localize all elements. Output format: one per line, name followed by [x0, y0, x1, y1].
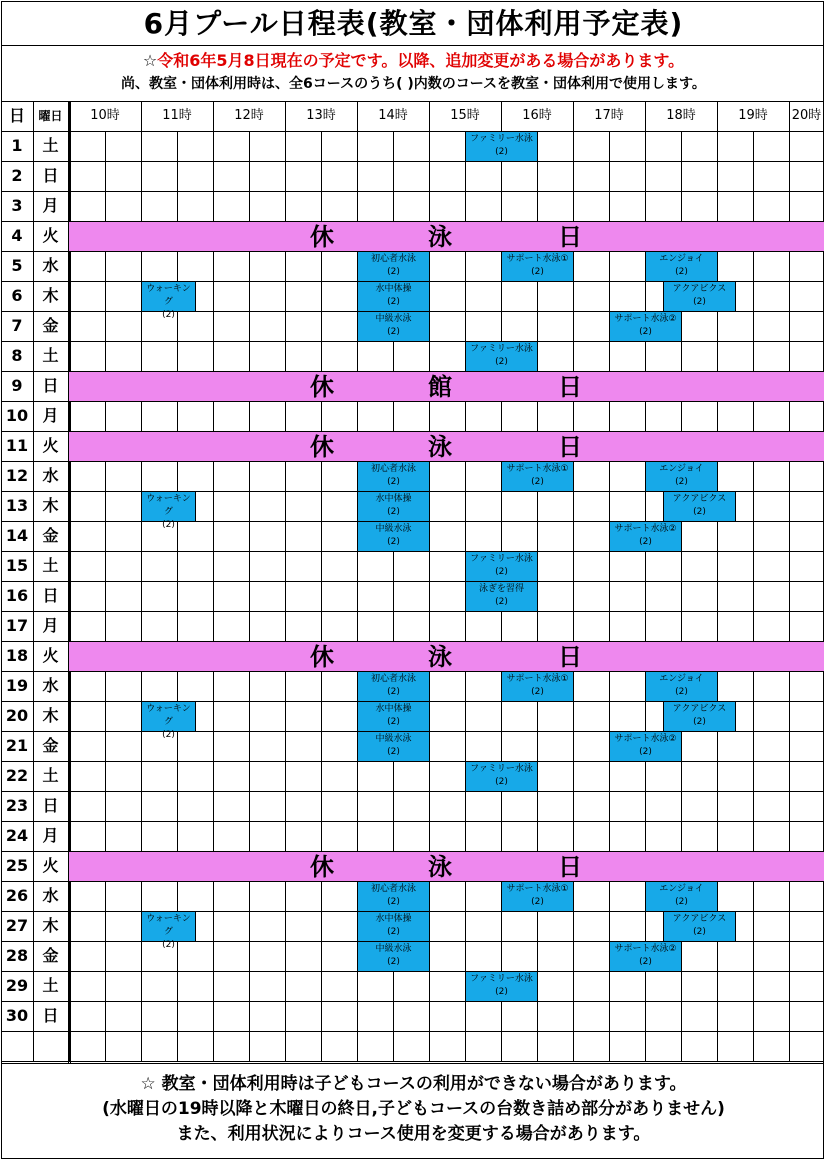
row-gridline [1, 1001, 824, 1002]
weekday: 土 [42, 346, 59, 365]
row-gridline [1, 791, 824, 792]
weekday: 土 [42, 556, 59, 575]
closure-char: 休 [310, 853, 334, 881]
event-courses: (2) [387, 717, 400, 727]
half-hour-gridline [321, 131, 322, 1061]
closure-band [69, 431, 824, 462]
day-number: 15 [5, 556, 29, 575]
hour-label: 16時 [522, 108, 552, 123]
event-courses: (2) [495, 987, 508, 997]
event-name: 初心者水泳 [370, 254, 416, 264]
event-name: サポート水泳② [614, 944, 677, 954]
row-gridline [1, 1031, 824, 1032]
event-courses: (2) [693, 927, 706, 937]
closure-char: 休 [310, 643, 334, 671]
weekday: 金 [42, 946, 59, 965]
footer-line-3: また、利用状況によりコース使用を変更する場合があります。 [176, 1124, 651, 1144]
hour-label: 18時 [666, 108, 696, 123]
event-name: サポート水泳① [506, 464, 569, 474]
event-name: ウォーキング [146, 284, 191, 307]
weekday: 水 [42, 256, 59, 275]
class-event[interactable] [465, 551, 538, 582]
event-courses: (2) [387, 957, 400, 967]
event-courses: (2) [162, 940, 175, 950]
row-gridline [1, 131, 824, 132]
weekday: 水 [42, 466, 59, 485]
event-courses: (2) [495, 567, 508, 577]
day-number: 24 [5, 826, 29, 845]
class-event[interactable] [357, 311, 430, 342]
notice-line-1 [0, 50, 827, 72]
weekday: 金 [42, 316, 59, 335]
day-number: 6 [11, 286, 23, 305]
event-name: サポート水泳① [506, 674, 569, 684]
closure-band [69, 371, 824, 402]
event-name: エンジョイ [659, 254, 704, 264]
class-event[interactable] [663, 701, 736, 732]
event-courses: (2) [387, 687, 400, 697]
closure-char: 館 [428, 373, 452, 401]
event-name: ウォーキング [146, 704, 191, 727]
class-event[interactable] [645, 881, 718, 912]
event-name: ウォーキング [146, 914, 191, 937]
weekday: 日 [42, 1006, 59, 1025]
event-courses: (2) [693, 717, 706, 727]
event-courses: (2) [387, 507, 400, 517]
weekday: 木 [42, 706, 59, 725]
day-number: 17 [5, 616, 29, 635]
hour-label: 11時 [162, 108, 192, 123]
event-courses: (2) [531, 897, 544, 907]
class-event[interactable] [501, 881, 574, 912]
day-number: 10 [5, 406, 29, 425]
class-event[interactable] [141, 701, 196, 740]
class-event[interactable] [501, 671, 574, 702]
day-number: 14 [5, 526, 29, 545]
day-number: 28 [5, 946, 29, 965]
weekday: 月 [42, 196, 59, 215]
closure-band [69, 641, 824, 672]
class-event[interactable] [465, 131, 538, 162]
event-name: ウォーキング [146, 494, 191, 517]
day-number: 7 [11, 316, 23, 335]
class-event[interactable] [357, 281, 430, 312]
row-gridline [1, 161, 824, 162]
event-name: 中級水泳 [375, 944, 412, 954]
class-event[interactable] [357, 941, 430, 972]
weekday: 日 [42, 586, 59, 605]
event-courses: (2) [387, 327, 400, 337]
event-courses: (2) [639, 537, 652, 547]
class-event[interactable] [609, 941, 682, 972]
page-title: 6月プール日程表(教室・団体利用予定表) [143, 7, 684, 40]
event-name: アクアビクス [672, 914, 727, 924]
event-courses: (2) [675, 687, 688, 697]
weekday: 土 [42, 976, 59, 995]
weekday: 金 [42, 526, 59, 545]
closure-char: 日 [558, 433, 582, 461]
event-name: アクアビクス [672, 494, 727, 504]
class-event[interactable] [357, 701, 430, 732]
weekday: 土 [42, 766, 59, 785]
event-courses: (2) [693, 507, 706, 517]
row-gridline [1, 581, 824, 582]
closure-band [69, 851, 824, 882]
weekday: 月 [42, 826, 59, 845]
weekday: 日 [42, 796, 59, 815]
event-name: ファミリー水泳 [470, 134, 533, 144]
closure-char: 日 [558, 223, 582, 251]
class-event[interactable] [465, 971, 538, 1002]
event-name: サポート水泳② [614, 524, 677, 534]
class-event[interactable] [357, 251, 430, 282]
event-courses: (2) [387, 267, 400, 277]
event-name: サポート水泳② [614, 314, 677, 324]
closure-char: 日 [558, 853, 582, 881]
weekday: 金 [42, 736, 59, 755]
event-name: 水中体操 [375, 284, 412, 294]
event-courses: (2) [387, 927, 400, 937]
class-event[interactable] [465, 761, 538, 792]
event-courses: (2) [387, 297, 400, 307]
class-event[interactable] [465, 341, 538, 372]
weekday: 土 [42, 136, 59, 155]
weekday: 水 [42, 886, 59, 905]
class-event[interactable] [501, 251, 574, 282]
class-event[interactable] [645, 461, 718, 492]
day-number: 26 [5, 886, 29, 905]
closure-char: 休 [310, 373, 334, 401]
footer-line-1: ☆ 教室・団体利用時は子どもコースの利用ができない場合があります。 [140, 1074, 687, 1094]
col-gridline [33, 101, 34, 1061]
day-number: 4 [11, 226, 23, 245]
class-event[interactable] [141, 491, 196, 530]
event-name: サポート水泳① [506, 884, 569, 894]
row-gridline [1, 191, 824, 192]
class-event[interactable] [663, 491, 736, 522]
hour-label: 19時 [738, 108, 768, 123]
event-courses: (2) [693, 297, 706, 307]
event-name: サポート水泳② [614, 734, 677, 744]
hour-label: 20時 [791, 108, 822, 123]
weekday: 木 [42, 496, 59, 515]
closure-char: 泳 [428, 643, 452, 671]
weekday: 木 [42, 916, 59, 935]
day-number: 21 [5, 736, 29, 755]
half-hour-gridline [105, 131, 106, 1061]
day-number: 29 [5, 976, 29, 995]
table-bottom-line [1, 1063, 824, 1064]
day-number: 9 [11, 376, 23, 395]
event-name: 初心者水泳 [370, 674, 416, 684]
day-number: 13 [5, 496, 29, 515]
weekday: 火 [42, 856, 59, 875]
weekday: 火 [42, 226, 59, 245]
event-courses: (2) [387, 477, 400, 487]
event-courses: (2) [162, 520, 175, 530]
day-number: 16 [5, 586, 29, 605]
class-event[interactable] [357, 671, 430, 702]
hour-label: 14時 [378, 108, 408, 123]
weekday: 火 [42, 436, 59, 455]
event-courses: (2) [162, 310, 175, 320]
event-courses: (2) [387, 897, 400, 907]
event-name: ファミリー水泳 [470, 344, 533, 354]
event-name: 初心者水泳 [370, 464, 416, 474]
title-divider [1, 45, 824, 46]
day-number: 27 [5, 916, 29, 935]
event-courses: (2) [495, 357, 508, 367]
event-name: エンジョイ [659, 464, 704, 474]
class-event[interactable] [141, 281, 196, 320]
event-courses: (2) [675, 267, 688, 277]
weekday: 月 [42, 406, 59, 425]
page-frame [1, 1, 824, 1159]
event-name: 中級水泳 [375, 524, 412, 534]
closure-band [69, 221, 824, 252]
event-name: エンジョイ [659, 884, 704, 894]
event-courses: (2) [675, 477, 688, 487]
weekday: 日 [42, 166, 59, 185]
event-name: ファミリー水泳 [470, 974, 533, 984]
closure-char: 日 [558, 643, 582, 671]
class-event[interactable] [357, 881, 430, 912]
half-hour-gridline [753, 131, 754, 1061]
class-event[interactable] [141, 911, 196, 950]
event-name: 中級水泳 [375, 734, 412, 744]
event-name: アクアビクス [672, 704, 727, 714]
event-name: 水中体操 [375, 704, 412, 714]
row-gridline [1, 611, 824, 612]
hour-label: 17時 [594, 108, 624, 123]
event-courses: (2) [495, 777, 508, 787]
closure-char: 日 [558, 373, 582, 401]
event-name: ファミリー水泳 [470, 554, 533, 564]
class-event[interactable] [609, 311, 682, 342]
weekday: 火 [42, 646, 59, 665]
notice-line-2: 尚、教室・団体利用時は、全6コースのうち( )内数のコースを教室・団体利用で使用します。 [121, 76, 706, 92]
class-event[interactable] [357, 521, 430, 552]
closure-char: 休 [310, 223, 334, 251]
class-event[interactable] [357, 461, 430, 492]
day-number: 18 [5, 646, 29, 665]
day-number: 20 [5, 706, 29, 725]
hour-label: 13時 [306, 108, 336, 123]
event-name: 中級水泳 [375, 314, 412, 324]
footer-line-2: (水曜日の19時以降と木曜日の終日,子どもコースの台数き詰め部分がありません) [102, 1099, 725, 1119]
event-name: 水中体操 [375, 494, 412, 504]
class-event[interactable] [645, 251, 718, 282]
event-courses: (2) [531, 687, 544, 697]
day-number: 12 [5, 466, 29, 485]
half-hour-gridline [249, 131, 250, 1061]
event-name: 初心者水泳 [370, 884, 416, 894]
weekday: 日 [42, 376, 59, 395]
day-number [1, 1031, 33, 1061]
footer-notes [0, 1072, 827, 1147]
event-courses: (2) [531, 477, 544, 487]
column-header-weekday: 曜日 [38, 109, 63, 123]
class-event[interactable] [663, 911, 736, 942]
class-event[interactable] [645, 671, 718, 702]
day-number: 8 [11, 346, 23, 365]
event-name: 水中体操 [375, 914, 412, 924]
day-number: 11 [5, 436, 29, 455]
day-number: 22 [5, 766, 29, 785]
notice-text-1: 令和6年5月8日現在の予定です。以降、追加変更がある場合があります。 [157, 51, 685, 70]
day-number: 2 [11, 166, 23, 185]
event-courses: (2) [387, 747, 400, 757]
closure-char: 休 [310, 433, 334, 461]
event-name: アクアビクス [672, 284, 727, 294]
class-event[interactable] [609, 521, 682, 552]
weekday [33, 1031, 68, 1061]
class-event[interactable] [663, 281, 736, 312]
event-courses: (2) [495, 597, 508, 607]
event-courses: (2) [639, 747, 652, 757]
weekday: 木 [42, 286, 59, 305]
closure-char: 泳 [428, 223, 452, 251]
class-event[interactable] [357, 491, 430, 522]
class-event[interactable] [357, 911, 430, 942]
event-courses: (2) [639, 957, 652, 967]
class-event[interactable] [609, 731, 682, 762]
event-name: サポート水泳① [506, 254, 569, 264]
day-number: 25 [5, 856, 29, 875]
event-courses: (2) [675, 897, 688, 907]
column-header-day: 日 [8, 106, 25, 125]
class-event[interactable] [501, 461, 574, 492]
event-courses: (2) [387, 537, 400, 547]
row-gridline [1, 1061, 824, 1062]
event-name: エンジョイ [659, 674, 704, 684]
star-icon: ☆ [142, 51, 158, 70]
event-name: ファミリー水泳 [470, 764, 533, 774]
class-event[interactable] [357, 731, 430, 762]
event-courses: (2) [531, 267, 544, 277]
day-number: 1 [11, 136, 23, 155]
event-courses: (2) [639, 327, 652, 337]
half-hour-gridline [609, 131, 610, 1061]
hour-label: 10時 [90, 108, 120, 123]
event-courses: (2) [162, 730, 175, 740]
event-courses: (2) [495, 147, 508, 157]
event-name: 泳ぎを習得 [478, 584, 524, 594]
closure-char: 泳 [428, 853, 452, 881]
row-gridline [1, 821, 824, 822]
day-number: 23 [5, 796, 29, 815]
hour-label: 15時 [450, 108, 480, 123]
day-number: 30 [5, 1006, 29, 1025]
day-number: 19 [5, 676, 29, 695]
day-number: 3 [11, 196, 23, 215]
day-number: 5 [11, 256, 23, 275]
weekday: 水 [42, 676, 59, 695]
class-event[interactable] [465, 581, 538, 612]
hour-label: 12時 [234, 108, 264, 123]
header-top-line [1, 101, 824, 102]
weekday: 月 [42, 616, 59, 635]
closure-char: 泳 [428, 433, 452, 461]
